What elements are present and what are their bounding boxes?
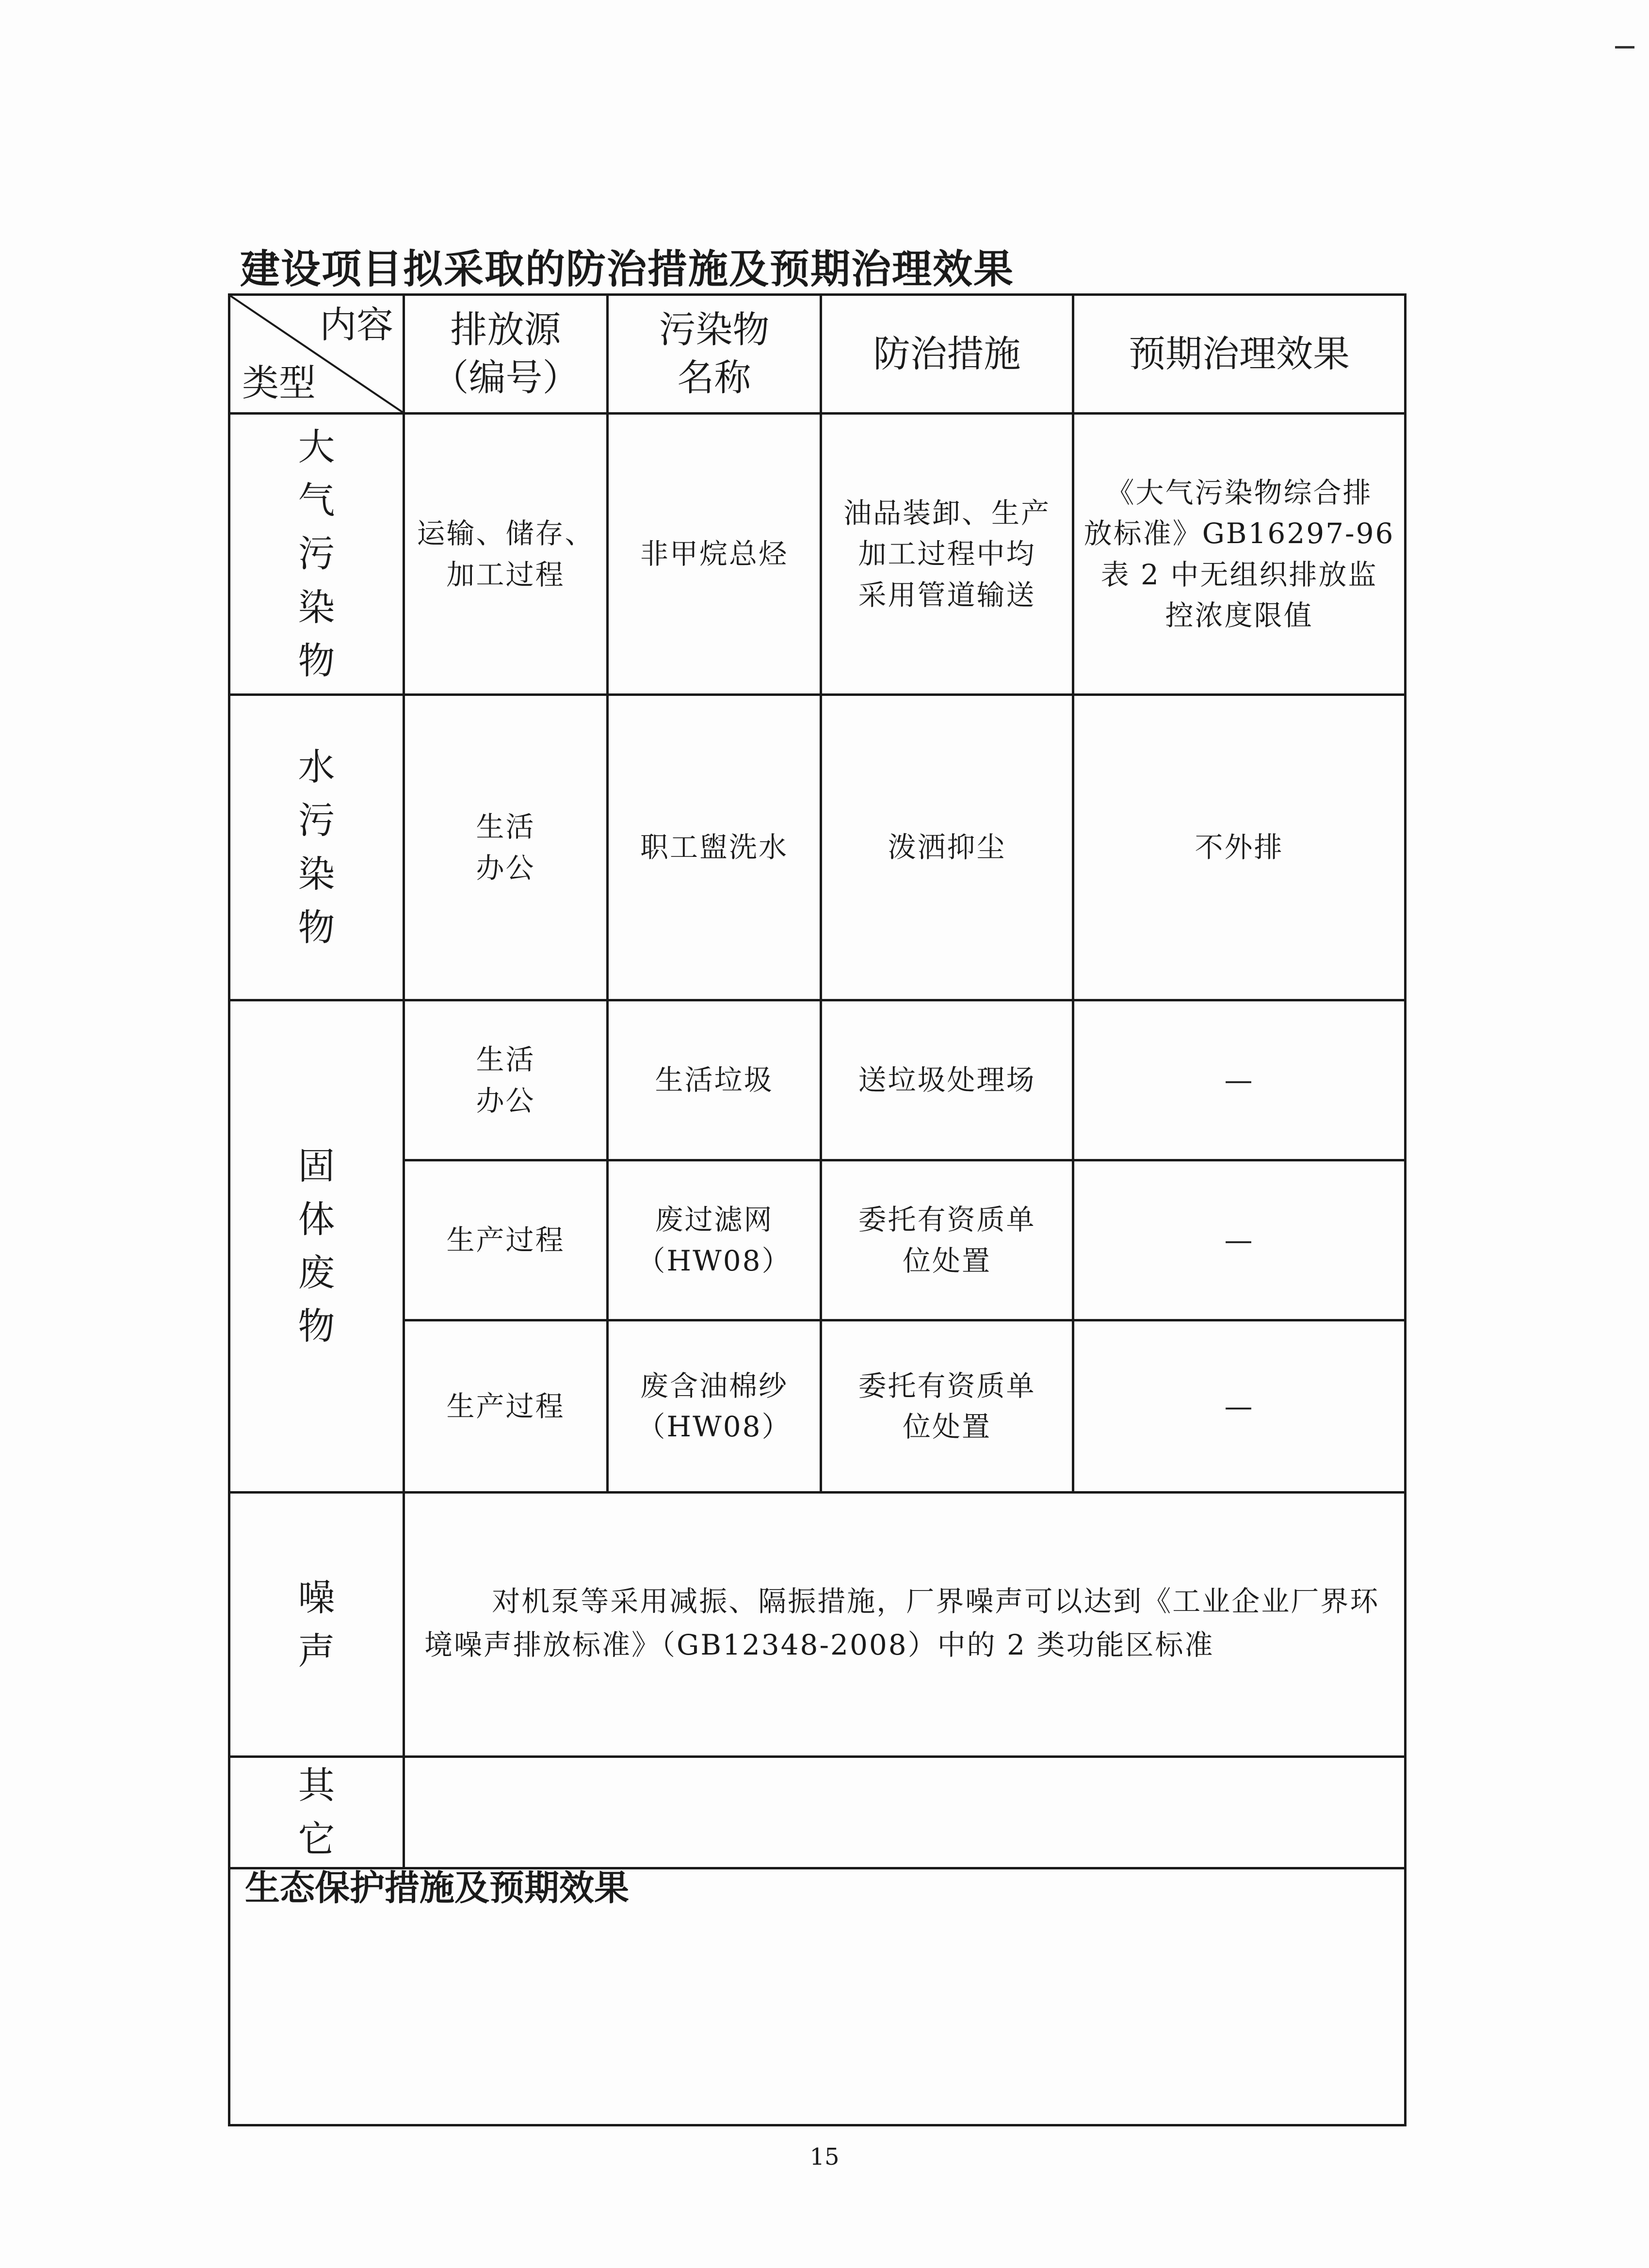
header-corner-bottom: 类型 — [242, 361, 316, 404]
water-effect: 不外排 — [1195, 831, 1284, 864]
page-number: 15 — [809, 2143, 840, 2171]
solid-pollutant: 废过滤网 （HW08） — [637, 1203, 792, 1277]
solid-pollutant: 生活垃圾 — [655, 1063, 774, 1097]
solid-pollutant: 废含油棉纱 （HW08） — [637, 1369, 792, 1443]
water-measure: 泼洒抑尘 — [888, 831, 1006, 864]
header-source: 排放源 （编号） — [432, 308, 580, 399]
header-effect: 预期治理效果 — [1129, 332, 1350, 375]
solid-measure: 委托有资质单 位处置 — [858, 1203, 1036, 1277]
solid-source: 生活 办公 — [476, 1043, 535, 1117]
air-measure: 油品装卸、生产 加工过程中均 采用管道输送 — [843, 497, 1051, 611]
solid-effect: — — [1224, 1223, 1254, 1257]
category-noise: 噪 声 — [298, 1576, 335, 1673]
water-pollutant: 职工盥洗水 — [640, 831, 788, 864]
solid-measure: 送垃圾处理场 — [858, 1063, 1036, 1097]
solid-effect: — — [1224, 1389, 1254, 1423]
noise-description: 对机泵等采用减振、隔振措施，厂界噪声可以达到《工业企业厂界环境噪声排放标准》（GB12348-2008）中的 2 类功能区标准 — [424, 1584, 1380, 1661]
eco-protection-content — [230, 1920, 1404, 2124]
category-solid-waste: 固 体 废 物 — [298, 1144, 335, 1348]
header-measure: 防治措施 — [873, 332, 1021, 375]
category-water: 水 污 染 物 — [298, 745, 335, 949]
header-pollutant: 污染物 名称 — [659, 308, 770, 399]
air-effect: 《大气污染物综合排 放标准》GB16297-96 表 2 中无组织排放监 控浓度限值 — [1083, 476, 1395, 632]
section-heading: 建设项目拟采取的防治措施及预期治理效果 — [240, 246, 1015, 292]
header-corner-top: 内容 — [320, 303, 393, 346]
measures-table — [228, 293, 1406, 2126]
solid-effect: — — [1224, 1063, 1254, 1097]
category-other: 其 它 — [298, 1764, 335, 1861]
solid-source: 生产过程 — [446, 1223, 565, 1257]
air-source: 运输、储存、 加工过程 — [417, 517, 595, 591]
solid-source: 生产过程 — [446, 1389, 565, 1423]
air-pollutant: 非甲烷总烃 — [640, 537, 788, 571]
eco-protection-title: 生态保护措施及预期效果 — [245, 1867, 630, 1908]
water-source: 生活 办公 — [476, 810, 535, 885]
solid-measure: 委托有资质单 位处置 — [858, 1369, 1036, 1443]
category-air: 大 气 污 染 物 — [298, 425, 335, 682]
scan-mark — [1615, 46, 1634, 48]
other-content — [405, 1758, 1404, 1867]
